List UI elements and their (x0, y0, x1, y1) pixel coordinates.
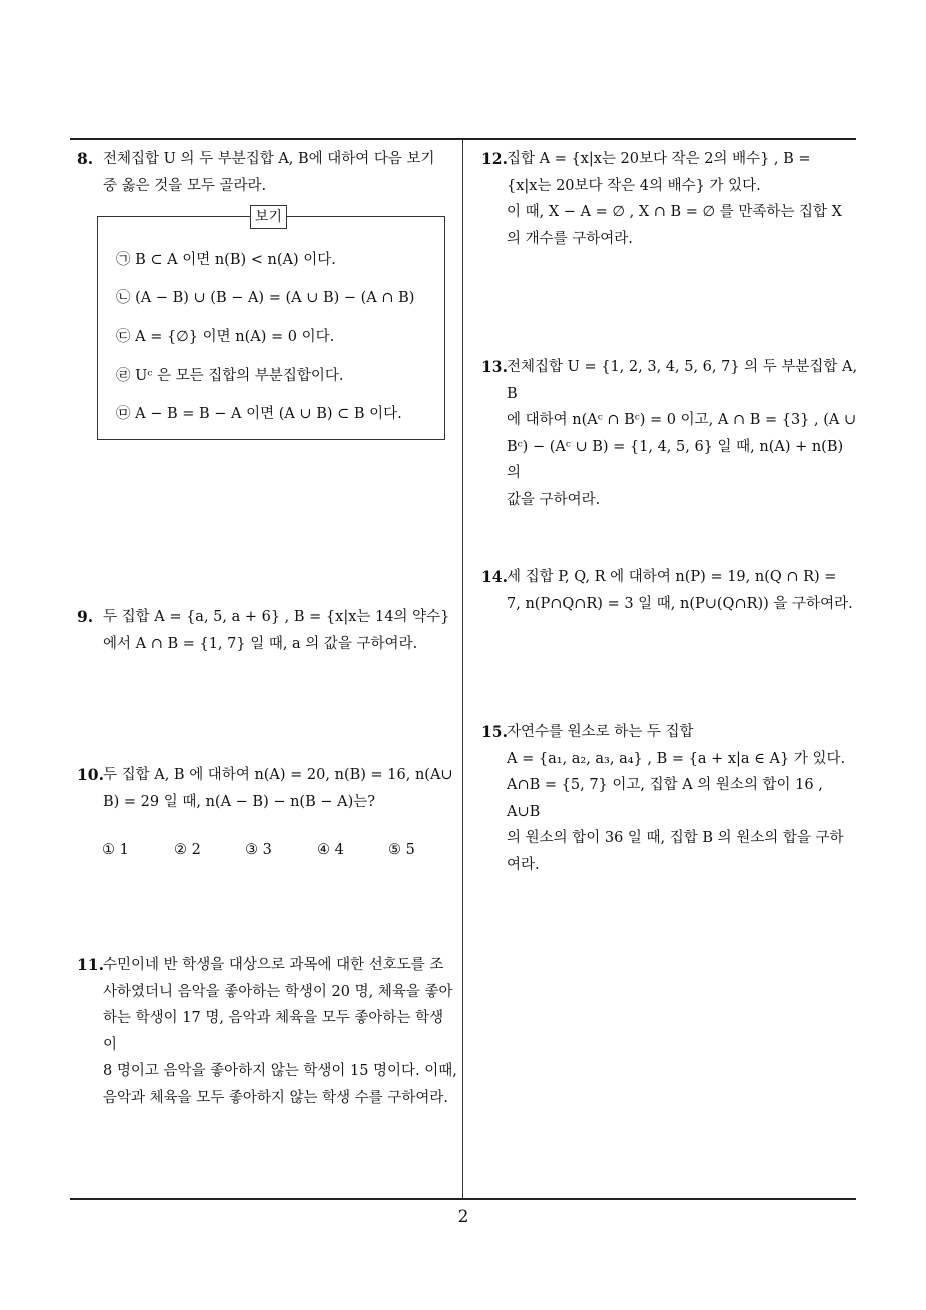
choice-1: ① 1 (102, 842, 129, 858)
problem-line: 두 집합 A, B 에 대하여 n(A) = 20, n(B) = 16, n(A∪ (103, 767, 453, 783)
choice-5: ⑤ 5 (388, 842, 415, 858)
page-number: 2 (457, 1207, 469, 1227)
problem-line: 8 명이고 음악을 좋아하지 않는 학생이 15 명이다. 이때, (103, 1063, 457, 1079)
problem-line: B) = 29 일 때, n(A − B) − n(B − A)는? (103, 793, 376, 810)
problem-line: {x|x는 20보다 작은 4의 배수} 가 있다. (507, 177, 761, 194)
problem-number: 10. (77, 765, 104, 784)
bogi-item: ㉤ A − B = B − A 이면 (A ∪ B) ⊂ B 이다. (116, 406, 402, 422)
problem-text (481, 354, 859, 513)
problem-14 (481, 564, 859, 617)
problem-number: 13. (481, 357, 508, 376)
problem-number: 8. (77, 149, 94, 168)
problem-text (77, 762, 457, 815)
problem-line: A = {a₁, a₂, a₃, a₄} , B = {a + x|a ∈ A} 가 있다. (507, 750, 846, 767)
problem-number: 9. (77, 607, 94, 626)
problem-line: 두 집합 A = {a, 5, a + 6} , B = {x|x는 14의 약수} (103, 609, 450, 625)
problem-line: 집합 A = {x|x는 20보다 작은 2의 배수} , B = (507, 151, 811, 167)
problem-line: Bᶜ) − (Aᶜ ∪ B) = {1, 4, 5, 6} 일 때, n(A) + n(B) 의 (507, 438, 844, 481)
problem-text (77, 146, 457, 199)
problem-number: 11. (77, 955, 104, 974)
problem-number: 14. (481, 567, 508, 586)
column-divider (462, 139, 463, 1199)
problem-text (481, 146, 859, 252)
problem-12 (481, 146, 859, 252)
problem-line: 자연수를 원소로 하는 두 집합 (507, 724, 694, 740)
problem-15 (481, 719, 859, 878)
bottom-rule (70, 1198, 856, 1200)
problem-line: 전체집합 U = {1, 2, 3, 4, 5, 6, 7} 의 두 부분집합 A, B (507, 359, 858, 402)
bogi-title: 보기 (250, 205, 287, 229)
problem-8 (77, 146, 457, 199)
problem-text (481, 719, 859, 878)
problem-number: 12. (481, 149, 508, 168)
problem-line: 에서 A ∩ B = {1, 7} 일 때, a 의 값을 구하여라. (103, 635, 418, 652)
choice-4: ④ 4 (317, 842, 344, 858)
problem-13 (481, 354, 859, 513)
problem-text (77, 604, 457, 657)
problem-line: 의 원소의 합이 36 일 때, 집합 B 의 원소의 합을 구하 (507, 830, 844, 846)
problem-line: 사하였더니 음악을 좋아하는 학생이 20 명, 체육을 좋아 (103, 983, 453, 1000)
problem-text (77, 952, 457, 1111)
problem-line: 전체집합 U 의 두 부분집합 A, B에 대하여 다음 보기 (103, 151, 435, 167)
problem-10 (77, 762, 457, 815)
problem-9 (77, 604, 457, 657)
problem-line: 하는 학생이 17 명, 음악과 체육을 모두 좋아하는 학생이 (103, 1010, 444, 1053)
problem-11 (77, 952, 457, 1111)
problem-line: 7, n(P∩Q∩R) = 3 일 때, n(P∪(Q∩R)) 을 구하여라. (507, 595, 853, 612)
bogi-item: ㉢ A = {∅} 이면 n(A) = 0 이다. (116, 329, 335, 345)
problem-text (481, 564, 859, 617)
bogi-item: ㉣ Uᶜ 은 모든 집합의 부분집합이다. (116, 368, 344, 384)
problem-line: A∩B = {5, 7} 이고, 집합 A 의 원소의 합이 16 , A∪B (507, 777, 823, 820)
problem-line: 에 대하여 n(Aᶜ ∩ Bᶜ) = 0 이고, A ∩ B = {3} , (A ∪ (507, 412, 857, 428)
problem-line: 여라. (507, 856, 540, 873)
problem-line: 이 때, X − A = ∅ , X ∩ B = ∅ 를 만족하는 집합 X (507, 204, 842, 220)
problem-line: 의 개수를 구하여라. (507, 230, 633, 247)
choice-2: ② 2 (174, 842, 201, 858)
problem-number: 15. (481, 722, 508, 741)
problem-line: 수민이네 반 학생을 대상으로 과목에 대한 선호도를 조 (103, 957, 444, 973)
bogi-item: ㉡ (A − B) ∪ (B − A) = (A ∪ B) − (A ∩ B) (116, 290, 415, 306)
choice-3: ③ 3 (245, 842, 272, 858)
top-rule (70, 138, 856, 140)
problem-line: 값을 구하여라. (507, 491, 601, 508)
bogi-item: ㉠ B ⊂ A 이면 n(B) < n(A) 이다. (116, 252, 336, 268)
problem-line: 중 옳은 것을 모두 골라라. (103, 177, 267, 194)
problem-line: 음악과 체육을 모두 좋아하지 않는 학생 수를 구하여라. (103, 1089, 449, 1106)
problem-line: 세 집합 P, Q, R 에 대하여 n(P) = 19, n(Q ∩ R) = (507, 569, 837, 585)
